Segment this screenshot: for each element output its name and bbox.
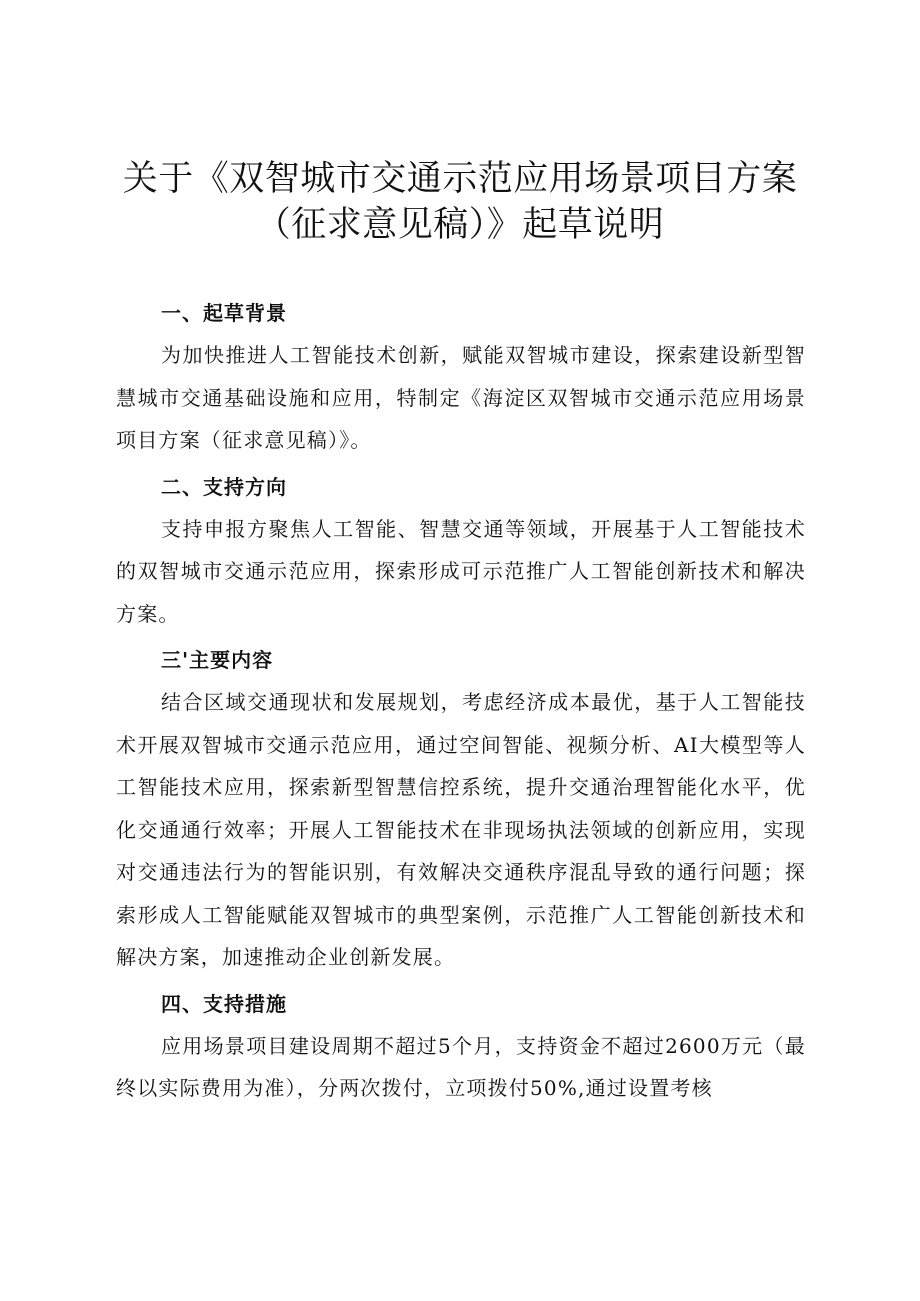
section-heading-content: 三'主要内容 bbox=[161, 648, 274, 672]
section-paragraph-background: 为加快推进人工智能技术创新，赋能双智城市建设，探索建设新型智慧城市交通基础设施和应用，特制定《海淀区双智城市交通示范应用场景项目方案（征求意见稿）》。 bbox=[116, 343, 806, 452]
section-heading-background: 一、起草背景 bbox=[161, 301, 287, 325]
section-heading-direction: 二、支持方向 bbox=[161, 474, 287, 499]
document-title: 关于《双智城市交通示范应用场景项目方案（征求意见稿）》起草说明 bbox=[122, 159, 798, 245]
document-body bbox=[116, 292, 806, 1110]
section-paragraph-content: 结合区域交通现状和发展规划，考虑经济成本最优，基于人工智能技术开展双智城市交通示范应用，通过空间智能、视频分析、AI大模型等人工智能技术应用，探索新型智慧信控系统，提升交通治理智能化水平，优化交通通行效率；开展人工智能技术在非现场执法领域的创新应用，实现对交通违法行为的智能识别，有效解决交通秩序混乱导致的通行问题；探索形成人工智能赋能双智城市的典型案例，示范推广人工智能创新技术和解决方案，加速推动企业创新发展。 bbox=[116, 690, 806, 969]
section-heading-measures: 四、支持措施 bbox=[161, 991, 287, 1016]
section-paragraph-direction: 支持申报方聚焦人工智能、智慧交通等领域，开展基于人工智能技术的双智城市交通示范应用，探索形成可示范推广人工智能创新技术和解决方案。 bbox=[116, 516, 806, 626]
section-paragraph-measures: 应用场景项目建设周期不超过5个月，支持资金不超过2600万元（最终以实际费用为准），分两次拨付，立项拨付50%,通过设置考核 bbox=[116, 1033, 806, 1100]
